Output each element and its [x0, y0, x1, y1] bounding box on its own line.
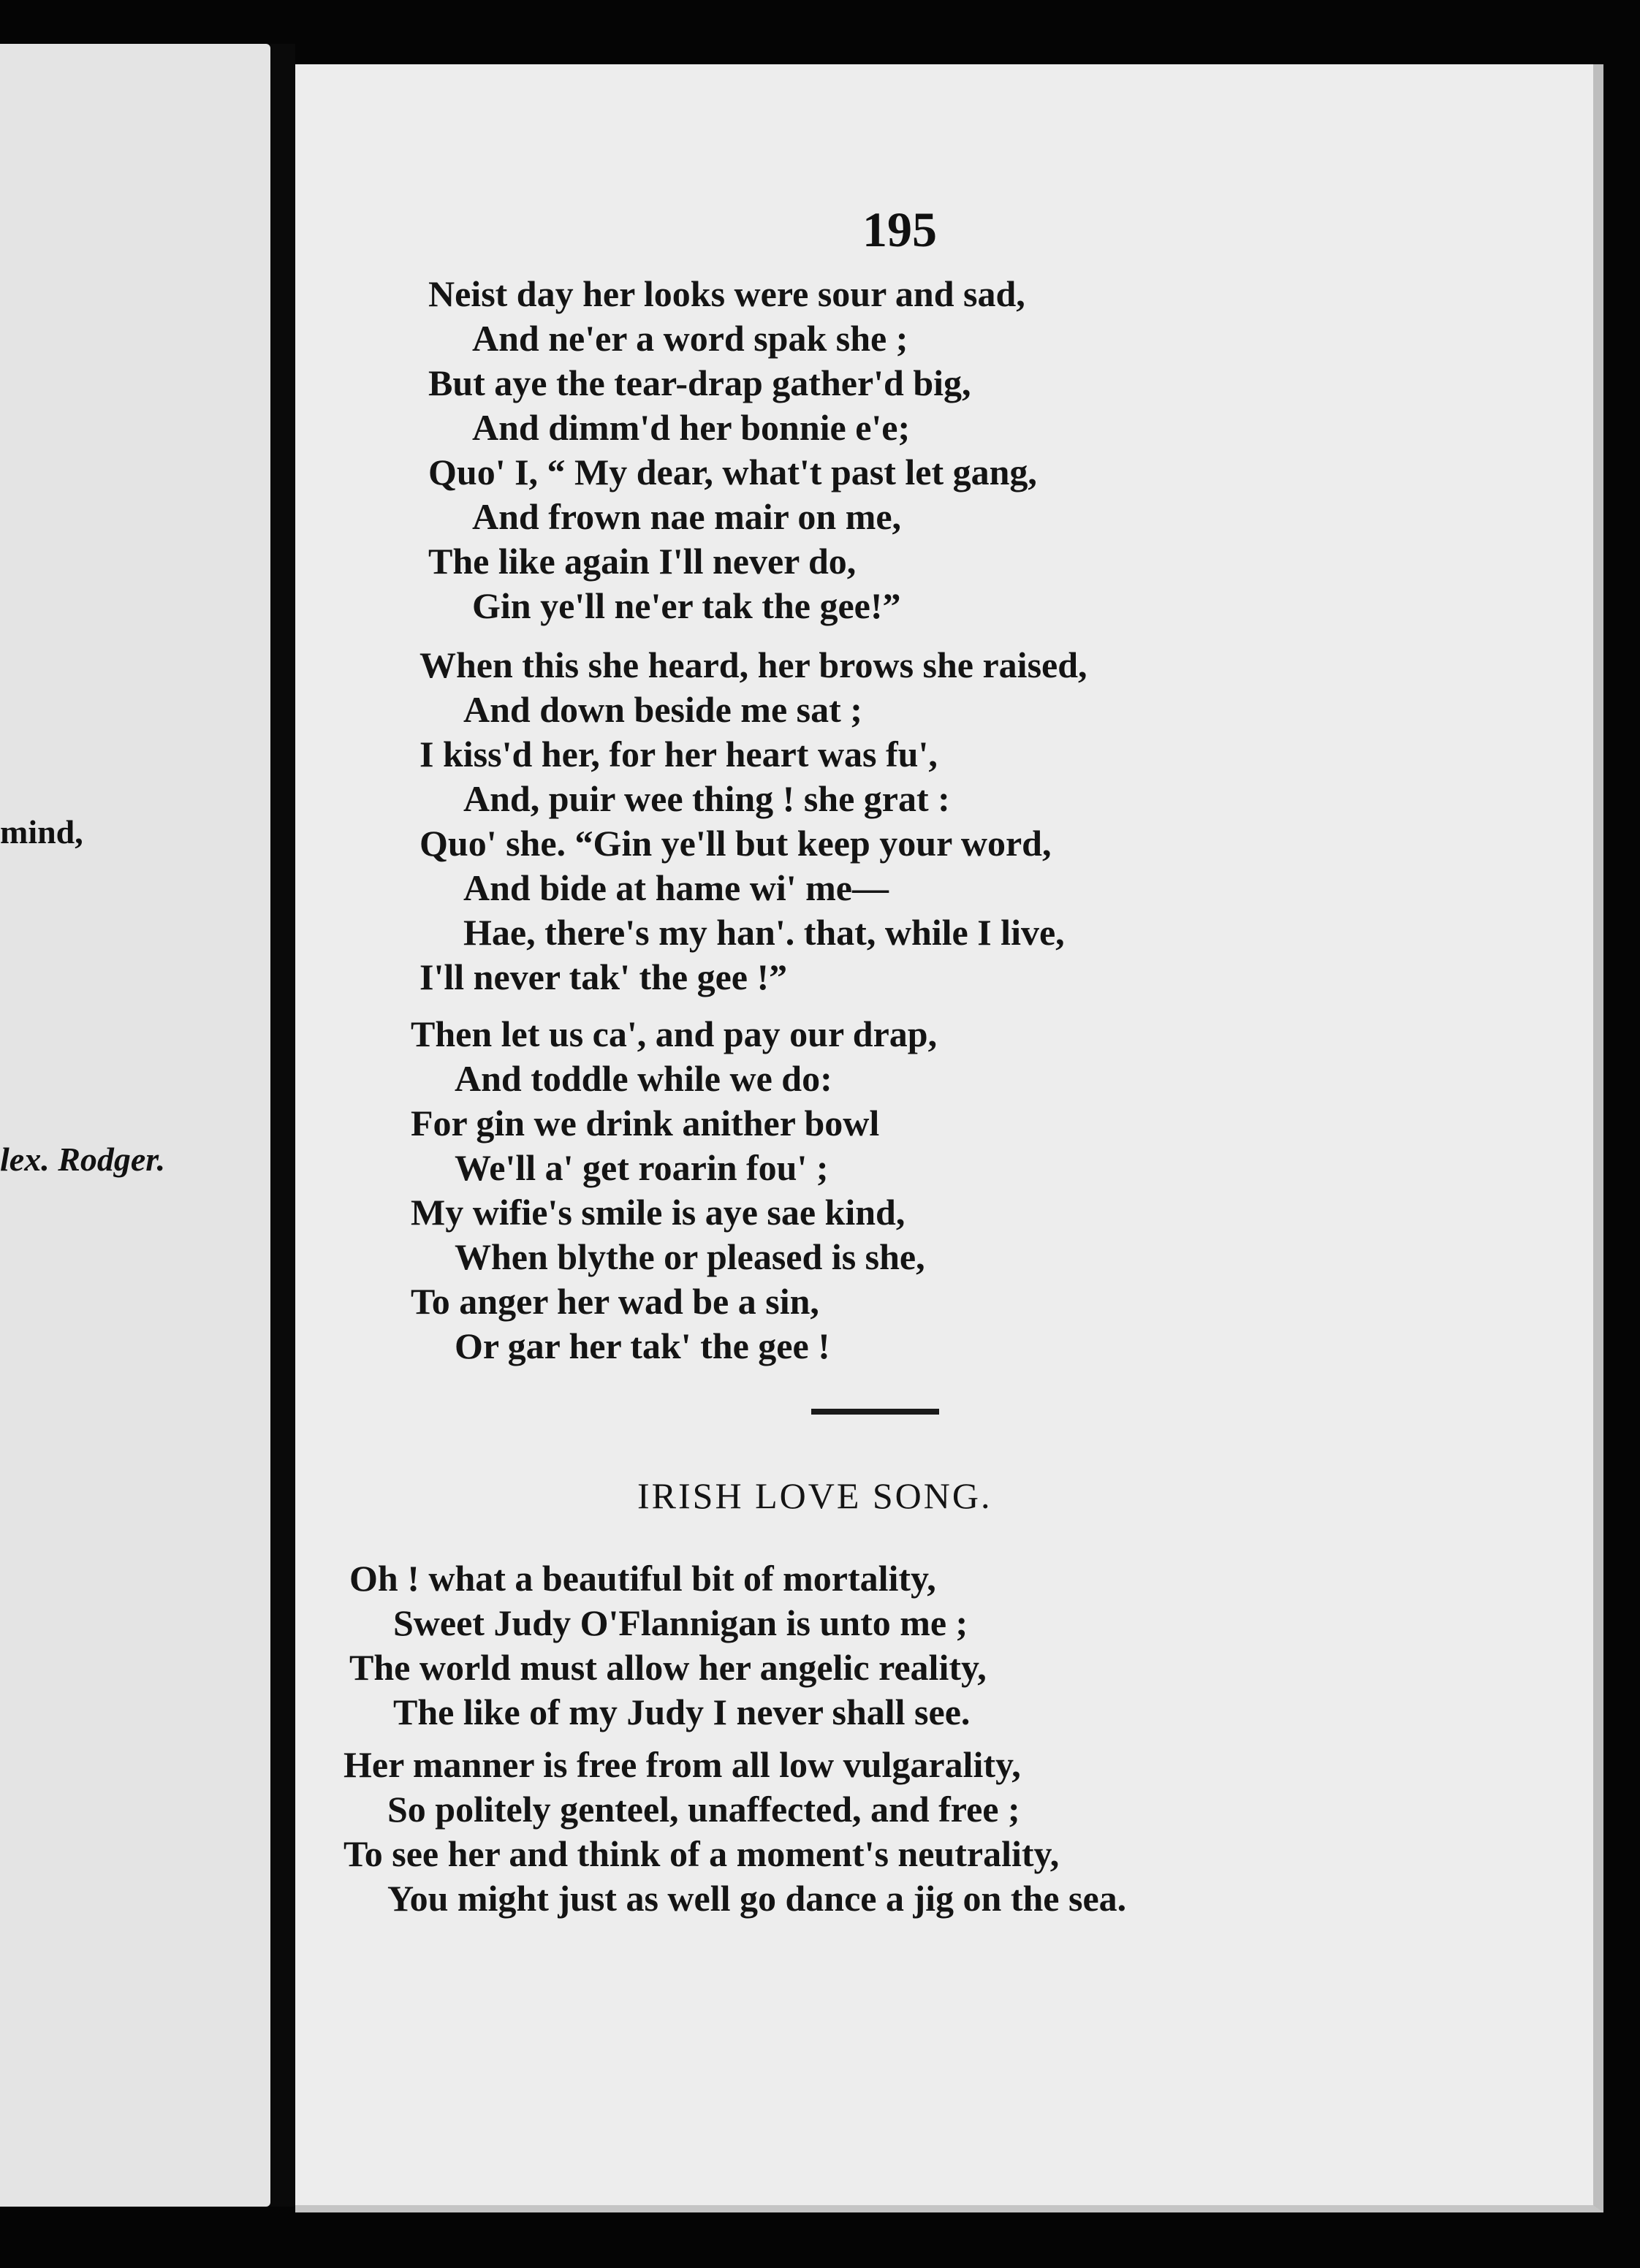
- poem-line: Hae, there's my han'. that, while I live,: [463, 912, 1065, 953]
- poem-line: And frown nae mair on me,: [472, 496, 902, 537]
- poem-stanza-3: [411, 1012, 937, 1369]
- song-line: To see her and think of a moment's neutrality,: [343, 1833, 1060, 1874]
- song-line: You might just as well go dance a jig on the sea.: [387, 1878, 1127, 1919]
- poem-line: And down beside me sat ;: [463, 689, 862, 730]
- song-line: Her manner is free from all low vulgarality,: [343, 1744, 1021, 1785]
- poem-line: For gin we drink anither bowl: [411, 1103, 880, 1143]
- poem-line: And bide at hame wi' me—: [463, 867, 889, 908]
- page-number: 195: [862, 202, 937, 257]
- poem-stanza-1: [428, 272, 1037, 628]
- song-line: Sweet Judy O'Flannigan is unto me ;: [393, 1602, 968, 1643]
- section-divider: [811, 1409, 939, 1415]
- poem-line: And dimm'd her bonnie e'e;: [472, 407, 911, 448]
- poem-line: I kiss'd her, for her heart was fu',: [420, 734, 938, 775]
- poem-line: Quo' she. “Gin ye'll but keep your word,: [420, 823, 1052, 864]
- poem-line: Then let us ca', and pay our drap,: [411, 1013, 938, 1054]
- poem-line: And, puir wee thing ! she grat :: [463, 778, 950, 819]
- left-page-fragment: mind,: [0, 813, 83, 850]
- poem-line: Gin ye'll ne'er tak the gee!”: [472, 585, 901, 626]
- poem-line: When blythe or pleased is she,: [455, 1236, 925, 1277]
- poem-line: Neist day her looks were sour and sad,: [428, 273, 1025, 314]
- poem-line: We'll a' get roarin fou' ;: [455, 1147, 829, 1188]
- poem-line: But aye the tear-drap gather'd big,: [428, 362, 971, 403]
- poem-line: To anger her wad be a sin,: [411, 1281, 819, 1322]
- poem-stanza-2: [420, 643, 1087, 1000]
- book-spine: [270, 44, 295, 2207]
- song-line: The world must allow her angelic reality,: [349, 1647, 987, 1688]
- song-title: IRISH LOVE SONG.: [637, 1475, 992, 1516]
- poem-line: When this she heard, her brows she raised,: [420, 644, 1087, 685]
- song-line: The like of my Judy I never shall see.: [393, 1692, 971, 1732]
- left-page: [0, 44, 270, 2207]
- song-stanza-1: [349, 1556, 987, 1735]
- poem-line: And toddle while we do:: [455, 1058, 832, 1099]
- song-line: Oh ! what a beautiful bit of mortality,: [349, 1558, 936, 1599]
- poem-line: And ne'er a word spak she ;: [472, 318, 908, 359]
- poem-line: My wifie's smile is aye sae kind,: [411, 1192, 906, 1233]
- poem-line: The like again I'll never do,: [428, 541, 857, 582]
- song-stanza-2: [343, 1743, 1126, 1921]
- left-page-fragment: lex. Rodger.: [0, 1141, 166, 1178]
- poem-line: Quo' I, “ My dear, what't past let gang,: [428, 452, 1037, 492]
- poem-line: I'll never tak' the gee !”: [420, 956, 788, 997]
- poem-line: Or gar her tak' the gee !: [455, 1325, 830, 1366]
- song-line: So politely genteel, unaffected, and free ;: [387, 1789, 1020, 1830]
